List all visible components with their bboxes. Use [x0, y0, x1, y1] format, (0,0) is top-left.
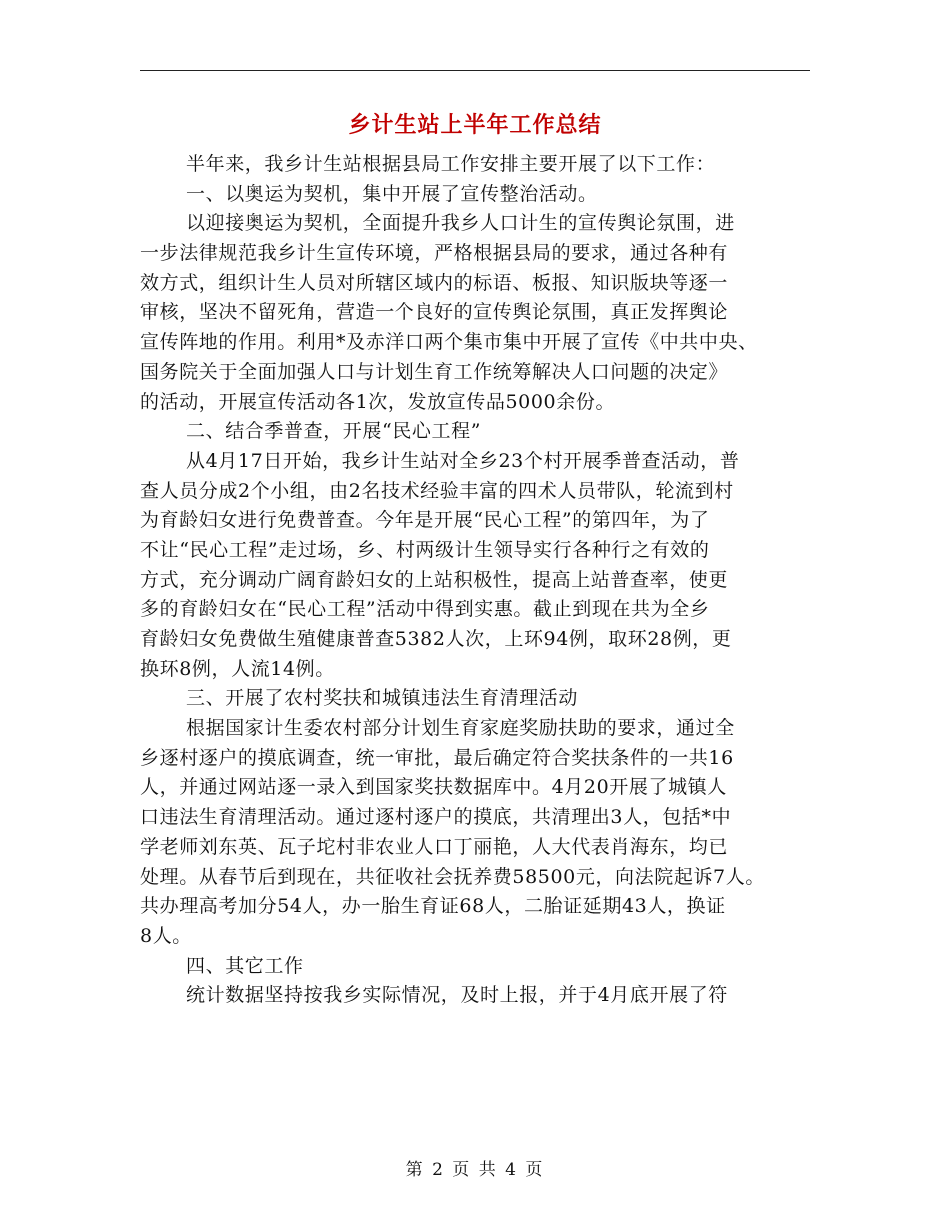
body-line: 从4月17日开始，我乡计生站对全乡23个村开展季普查活动，普 — [186, 449, 740, 472]
body-line: 宣传阵地的作用。利用*及赤洋口两个集市集中开展了宣传《中共中央、 — [140, 331, 758, 354]
body-line: 学老师刘东英、瓦子坨村非农业人口丁丽艳，人大代表肖海东，均已 — [140, 835, 729, 858]
body-line: 查人员分成2个小组，由2名技术经验丰富的四术人员带队，轮流到村 — [140, 479, 734, 502]
body-line: 换环8例，人流14例。 — [140, 657, 335, 680]
page-footer: 第 2 页 共 4 页 — [405, 1160, 545, 1180]
header-rule — [140, 70, 810, 71]
body-line: 不让“民心工程”走过场，乡、村两级计生领导实行各种行之有效的 — [140, 538, 710, 561]
body-line: 共办理高考加分54人，办一胎生育证68人，二胎证延期43人，换证 — [140, 895, 726, 918]
body-line: 一步法律规范我乡计生宣传环境，严格根据县局的要求，通过各种有 — [140, 242, 729, 265]
body-line: 人，并通过网站逐一录入到国家奖扶数据库中。4月20开展了城镇人 — [140, 776, 727, 799]
body-line: 以迎接奥运为契机，全面提升我乡人口计生的宣传舆论氛围，进 — [186, 212, 735, 235]
body-line: 一、以奥运为契机，集中开展了宣传整治活动。 — [186, 182, 598, 205]
body-line: 处理。从春节后到现在，共征收社会抚养费58500元，向法院起诉7人。 — [140, 865, 765, 888]
body-line: 效方式，组织计生人员对所辖区域内的标语、板报、知识版块等逐一 — [140, 271, 729, 294]
body-line: 审核，坚决不留死角，营造一个良好的宣传舆论氛围，真正发挥舆论 — [140, 301, 729, 324]
document-body — [140, 150, 820, 1011]
body-line: 育龄妇女免费做生殖健康普查5382人次，上环94例，取环28例，更 — [140, 628, 732, 650]
body-line: 方式，充分调动广阔育龄妇女的上站积极性，提高上站普查率，使更 — [140, 568, 729, 591]
body-line: 根据国家计生委农村部分计划生育家庭奖励扶助的要求，通过全 — [186, 717, 735, 740]
body-line: 统计数据坚持按我乡实际情况，及时上报，并于4月底开展了符 — [186, 984, 728, 1007]
body-line: 国务院关于全面加强人口与计划生育工作统筹解决人口问题的决定》 — [140, 360, 729, 383]
body-line: 8人。 — [140, 924, 192, 947]
body-line: 乡逐村逐户的摸底调查，统一审批，最后确定符合奖扶条件的一共16 — [140, 746, 734, 769]
body-line: 二、结合季普查，开展“民心工程” — [186, 420, 482, 443]
body-line: 半年来，我乡计生站根据县局工作安排主要开展了以下工作： — [186, 153, 716, 175]
body-line: 多的育龄妇女在“民心工程”活动中得到实惠。截止到现在共为全乡 — [140, 598, 710, 621]
document-title: 乡计生站上半年工作总结 — [348, 113, 602, 138]
body-line: 为育龄妇女进行免费普查。今年是开展“民心工程”的第四年，为了 — [140, 509, 710, 532]
body-line: 的活动，开展宣传活动各1次，发放宣传品5000余份。 — [140, 390, 616, 413]
body-line: 三、开展了农村奖扶和城镇违法生育清理活动 — [186, 687, 579, 710]
body-line: 四、其它工作 — [186, 954, 304, 977]
body-line: 口违法生育清理活动。通过逐村逐户的摸底，共清理出3人，包括*中 — [140, 806, 732, 829]
